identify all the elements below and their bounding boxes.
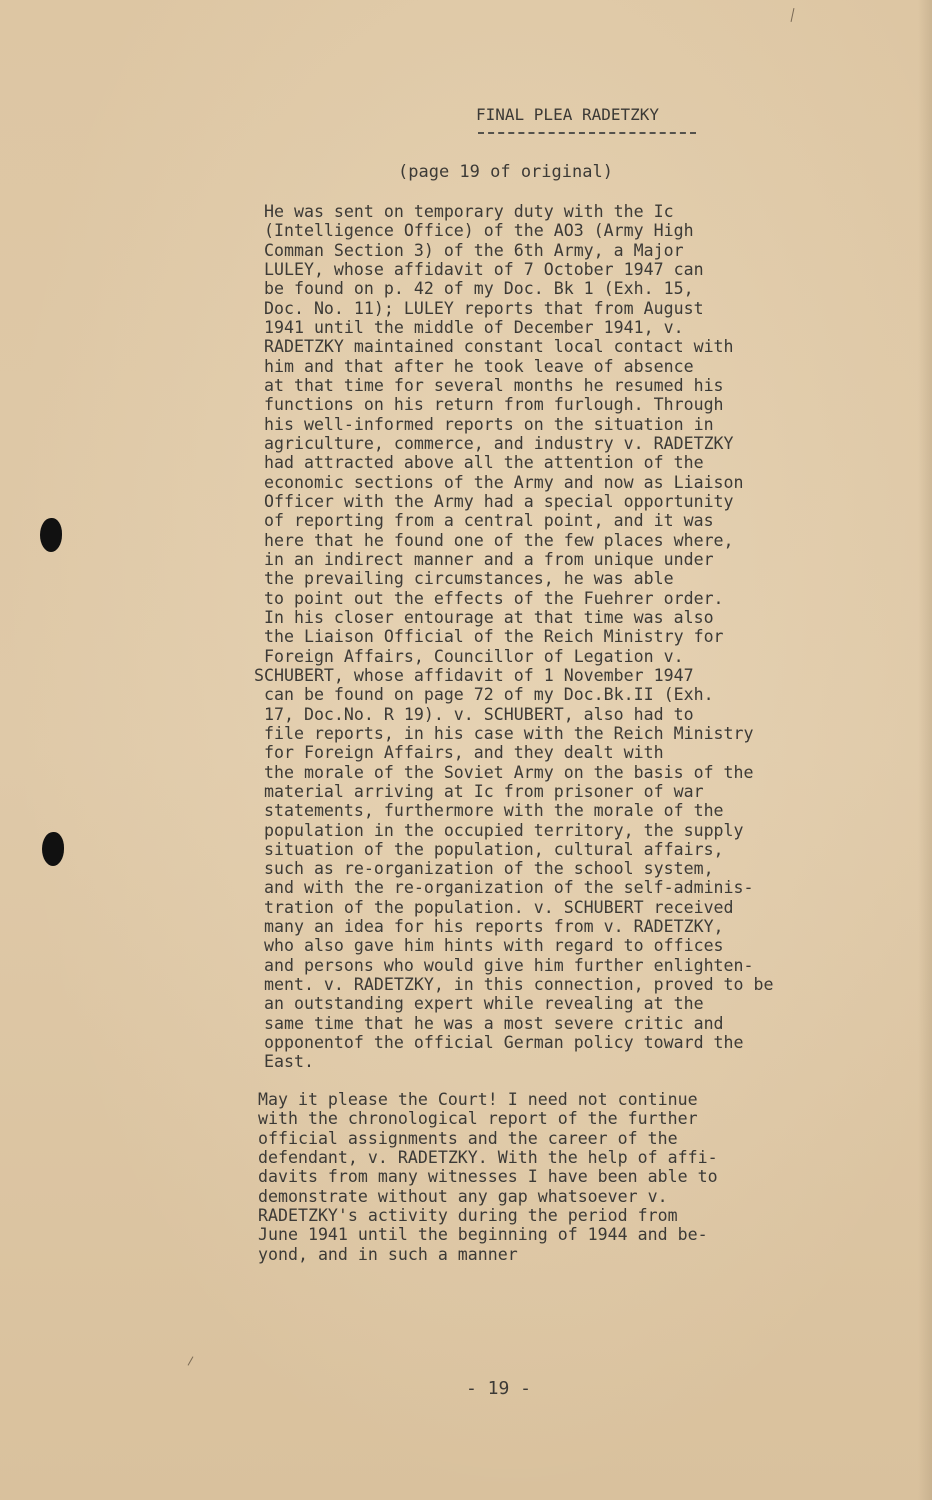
text-line: In his closer entourage at that time was also <box>254 607 714 627</box>
text-line: same time that he was a most severe critic and <box>254 1013 724 1033</box>
page-edge-shadow <box>918 0 932 1500</box>
text-line: demonstrate without any gap whatsoever v. <box>258 1186 668 1206</box>
text-line: economic sections of the Army and now as Liaison <box>254 472 744 492</box>
text-line: for Foreign Affairs, and they dealt with <box>254 743 664 763</box>
text-line: May it please the Court! I need not continue <box>258 1090 698 1109</box>
text-line: Doc. No. 11); LULEY reports that from August <box>254 298 704 318</box>
text-line: functions on his return from furlough. Through <box>254 395 724 415</box>
stray-mark <box>791 8 795 22</box>
text-line: agriculture, commerce, and industry v. RADETZKY <box>254 433 734 453</box>
text-line: the morale of the Soviet Army on the basis of the <box>254 762 754 782</box>
text-line: RADETZKY's activity during the period from <box>258 1205 678 1225</box>
text-line: tration of the population. v. SCHUBERT received <box>254 897 734 917</box>
text-line: and persons who would give him further enlighten- <box>254 955 754 975</box>
text-line: the Liaison Official of the Reich Ministry for <box>254 627 724 647</box>
text-line: Foreign Affairs, Councillor of Legation v. <box>254 646 684 666</box>
text-line: such as re-organization of the school system, <box>254 859 714 879</box>
text-line: June 1941 until the beginning of 1944 and be- <box>258 1225 708 1245</box>
text-line: Comman Section 3) of the 6th Army, a Major <box>254 240 684 260</box>
text-line: statements, furthermore with the morale of the <box>254 801 724 821</box>
text-line: population in the occupied territory, the supply <box>254 820 744 840</box>
text-line: 1941 until the middle of December 1941, v. <box>254 317 684 337</box>
text-line: who also gave him hints with regard to offices <box>254 936 724 956</box>
text-line: had attracted above all the attention of the <box>254 453 704 473</box>
text-line: can be found on page 72 of my Doc.Bk.II (Exh. <box>254 685 714 705</box>
punch-hole <box>40 518 62 552</box>
text-line: his well-informed reports on the situation in <box>254 414 714 434</box>
text-line: to point out the effects of the Fuehrer order. <box>254 588 724 608</box>
text-line: LULEY, whose affidavit of 7 October 1947 can <box>254 259 704 279</box>
paragraph-1 <box>254 202 774 1072</box>
text-line: with the chronological report of the further <box>258 1109 698 1129</box>
text-line: an outstanding expert while revealing at the <box>254 994 704 1014</box>
stray-mark <box>188 1356 194 1365</box>
running-title: FINAL PLEA RADETZKY <box>476 105 660 124</box>
page-reference: (page 19 of original) <box>398 162 613 182</box>
page-number: - 19 - <box>466 1378 532 1399</box>
text-line: East. <box>254 1052 314 1072</box>
text-line: opponentof the official German policy toward the <box>254 1033 744 1053</box>
text-line: He was sent on temporary duty with the Ic <box>254 202 674 221</box>
text-line: situation of the population, cultural affairs, <box>254 839 724 859</box>
title-underline <box>478 132 696 134</box>
paragraph-2 <box>258 1090 718 1264</box>
text-line: here that he found one of the few places where, <box>254 530 734 550</box>
text-line: RADETZKY maintained constant local contact with <box>254 337 734 357</box>
text-line: the prevailing circumstances, he was able <box>254 569 674 589</box>
text-line: of reporting from a central point, and it was <box>254 511 714 531</box>
text-line: SCHUBERT, whose affidavit of 1 November 1947 <box>254 665 694 685</box>
text-line: (Intelligence Office) of the AO3 (Army High <box>254 221 694 241</box>
text-line: material arriving at Ic from prisoner of war <box>254 781 704 801</box>
text-line: be found on p. 42 of my Doc. Bk 1 (Exh. 15, <box>254 279 694 299</box>
text-line: official assignments and the career of the <box>258 1128 678 1148</box>
text-line: yond, and in such a manner <box>258 1244 518 1264</box>
text-line: 17, Doc.No. R 19). v. SCHUBERT, also had to <box>254 704 694 724</box>
text-line: at that time for several months he resumed his <box>254 375 724 395</box>
text-line: him and that after he took leave of absence <box>254 356 694 376</box>
text-line: in an indirect manner and a from unique under <box>254 549 714 569</box>
text-line: davits from many witnesses I have been able to <box>258 1167 718 1187</box>
text-line: Officer with the Army had a special opportunity <box>254 491 734 511</box>
text-line: ment. v. RADETZKY, in this connection, proved to be <box>254 975 774 995</box>
text-line: file reports, in his case with the Reich Ministry <box>254 723 754 743</box>
text-line: many an idea for his reports from v. RADETZKY, <box>254 917 724 937</box>
punch-hole <box>42 832 64 866</box>
text-line: and with the re-organization of the self-adminis- <box>254 878 754 898</box>
text-line: defendant, v. RADETZKY. With the help of affi- <box>258 1147 718 1167</box>
